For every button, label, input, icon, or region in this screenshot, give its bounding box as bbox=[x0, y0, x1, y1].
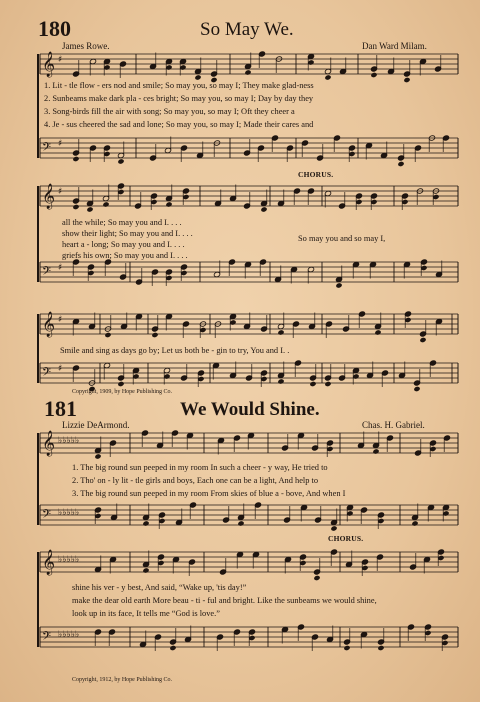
treble-clef: 𝄞 bbox=[42, 184, 56, 209]
notehead bbox=[94, 453, 101, 459]
treble-clef: 𝄞 bbox=[42, 52, 56, 77]
notehead bbox=[151, 332, 158, 338]
copyright-notice: Copyright, 1909, by Hope Publishing Co. bbox=[72, 389, 173, 395]
bass-clef: 𝄢 bbox=[42, 630, 52, 646]
chorus-line: So may you and so may I, bbox=[298, 234, 386, 243]
notehead bbox=[419, 337, 426, 343]
verse-line: 3. The big round sun peeped in my room From skies of blue a - bove, And when I bbox=[72, 489, 346, 498]
notehead bbox=[260, 206, 267, 212]
notehead bbox=[72, 156, 79, 162]
notehead bbox=[324, 74, 331, 80]
key-signature: ♭♭♭♭♭ bbox=[58, 436, 80, 446]
key-signature: ♯ bbox=[58, 364, 63, 374]
treble-clef: 𝄞 bbox=[42, 550, 56, 575]
key-signature: ♯ bbox=[58, 55, 63, 65]
author-credit: Lizzie DeArmond. bbox=[62, 420, 130, 430]
notehead bbox=[117, 381, 124, 387]
notehead bbox=[244, 69, 251, 75]
key-signature: ♯ bbox=[58, 315, 63, 325]
verse-end-line: all the while; So may you and I. . . . bbox=[62, 218, 182, 227]
verse-end-line: griefs his own; So may you and I. . . . bbox=[62, 251, 188, 260]
treble-clef: 𝄞 bbox=[42, 431, 56, 456]
bass-clef: 𝄢 bbox=[42, 265, 52, 281]
notehead bbox=[313, 575, 320, 581]
hymn-title: We Would Shine. bbox=[180, 399, 320, 420]
notehead bbox=[411, 520, 418, 526]
notehead bbox=[377, 645, 384, 651]
notehead bbox=[142, 567, 149, 573]
notehead bbox=[372, 448, 379, 454]
notehead bbox=[72, 204, 79, 210]
verse-line: 4. Je - sus cheered the sad and lone; So may you, so may I; Made their cares and bbox=[44, 120, 314, 129]
notehead bbox=[309, 381, 316, 387]
key-signature: ♯ bbox=[58, 187, 63, 197]
key-signature: ♭♭♭♭♭ bbox=[58, 630, 80, 640]
notehead bbox=[335, 282, 342, 288]
notehead bbox=[104, 332, 111, 338]
notehead bbox=[169, 645, 176, 651]
chorus-line: shine his ver - y best, And said, “Wake up, 'tis day!” bbox=[72, 583, 247, 592]
notehead bbox=[117, 158, 124, 164]
notehead bbox=[277, 378, 284, 384]
notehead bbox=[102, 201, 109, 207]
notehead bbox=[324, 381, 331, 387]
chorus-label: CHORUS. bbox=[298, 170, 334, 179]
hymn-title: So May We. bbox=[200, 19, 294, 40]
notehead bbox=[165, 201, 172, 207]
notehead bbox=[413, 386, 420, 392]
copyright-notice: Copyright, 1912, by Hope Publishing Co. bbox=[72, 677, 173, 683]
notehead bbox=[397, 161, 404, 167]
notehead bbox=[237, 520, 244, 526]
hymn-number: 181 bbox=[44, 396, 77, 421]
faint-bleed-text bbox=[418, 22, 420, 29]
author-credit: James Rowe. bbox=[62, 41, 110, 51]
bass-clef: 𝄢 bbox=[42, 508, 52, 524]
notehead bbox=[374, 329, 381, 335]
verse-end-line: heart a - long; So may you and I. . . . bbox=[62, 240, 185, 249]
key-signature: ♯ bbox=[58, 263, 63, 273]
notehead bbox=[194, 74, 201, 80]
notehead bbox=[330, 525, 337, 531]
chorus-line: Smile and sing as days go by; Let us both be - gin to try, You and I. . bbox=[60, 346, 290, 355]
verse-line: 2. Tho' on - ly lit - tle girls and boys, Each one can be a light, And help to bbox=[72, 476, 319, 485]
chorus-label: CHORUS. bbox=[328, 534, 364, 543]
verse-line: 1. Lit - tle flow - ers nod and smile; So may you, so may I; They make glad-ness bbox=[44, 81, 314, 90]
verse-end-line: show their light; So may you and I. . . . bbox=[62, 229, 193, 238]
verse-line: 2. Sunbeams make dark pla - ces bright; So may you, so may I; Day by day they bbox=[44, 94, 314, 103]
notehead bbox=[370, 72, 377, 78]
hymn-number: 180 bbox=[38, 16, 71, 41]
notehead bbox=[86, 206, 93, 212]
notehead bbox=[343, 645, 350, 651]
composer-credit: Dan Ward Milam. bbox=[362, 41, 427, 51]
notehead bbox=[403, 77, 410, 83]
notehead bbox=[277, 329, 284, 335]
chorus-line: make the dear old earth More beau - ti - ful and bright. Like the sunbeams we would shine, bbox=[72, 596, 377, 605]
bass-clef: 𝄢 bbox=[42, 366, 52, 382]
verse-line: 3. Song-birds fill the air with song; So may you, so may I; Oft they cheer a bbox=[44, 107, 295, 116]
key-signature: ♯ bbox=[58, 139, 63, 149]
bass-clef: 𝄢 bbox=[42, 141, 52, 157]
key-signature: ♭♭♭♭♭ bbox=[58, 508, 80, 518]
key-signature: ♭♭♭♭♭ bbox=[58, 555, 80, 565]
composer-credit: Chas. H. Gabriel. bbox=[362, 420, 425, 430]
notehead bbox=[142, 520, 149, 526]
chorus-line: look up in its face, It tells me “God is love.” bbox=[72, 609, 220, 618]
treble-clef: 𝄞 bbox=[42, 312, 56, 337]
verse-line: 1. The big round sun peeped in my room In such a cheer - y way, He tried to bbox=[72, 463, 328, 472]
